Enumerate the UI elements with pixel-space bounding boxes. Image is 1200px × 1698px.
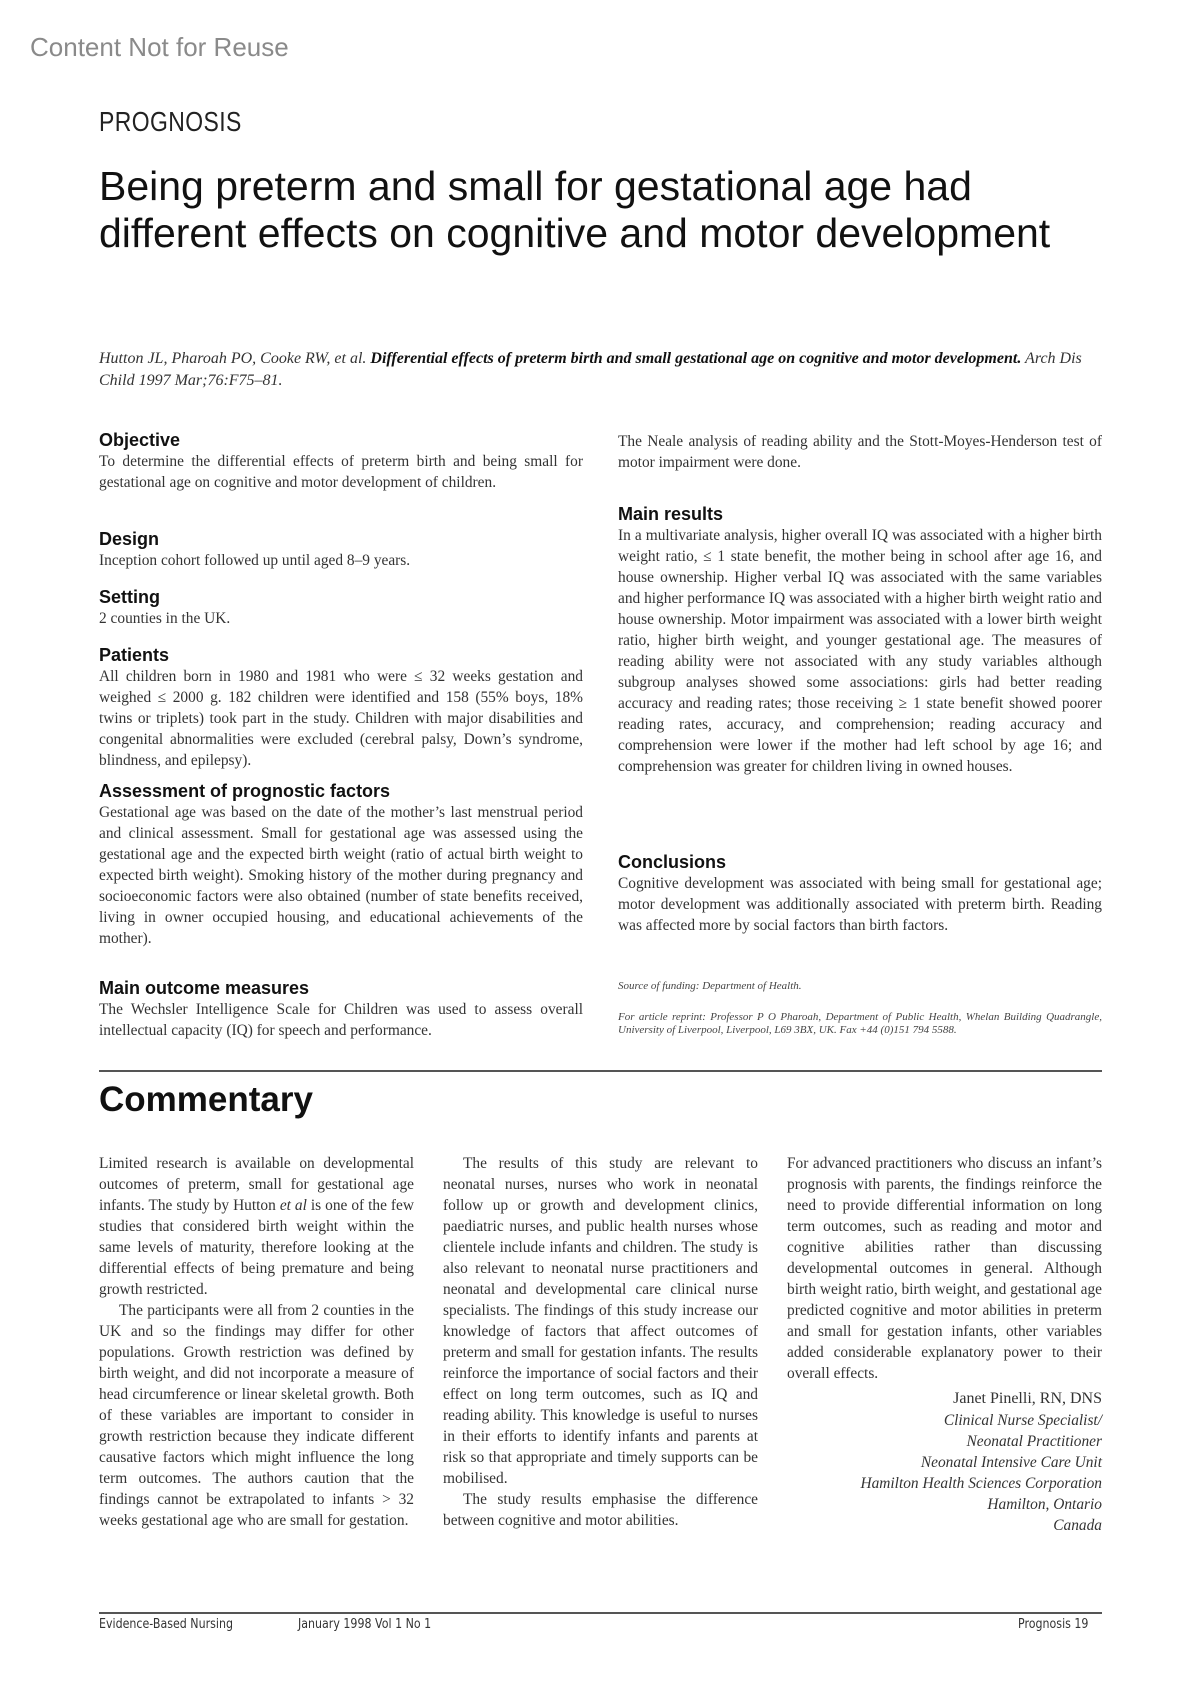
commentary-paragraph (99, 1153, 414, 1300)
outcome-continued (618, 431, 1102, 473)
citation-source: Arch Dis Child 1997 Mar;76:F75–81. (99, 350, 1082, 389)
commentary-column-3 (787, 1153, 1102, 1536)
author-affiliation-line: Neonatal Intensive Care Unit (920, 1454, 1102, 1471)
assessment-text: Gestational age was based on the date of the mother’s last menstrual period and clinical assessment. Small for gestational age was assessed using the gestational age and the expected birth weight (ratio of actual birth weight to expected birth weight). Smoking history of the mother during pregnancy and socioeconomic factors were also obtained (number of state benefits received, living in owner occupied housing, and educational achievements of the mother). (99, 804, 583, 947)
outcome-heading: Main outcome measures (99, 978, 310, 998)
patients-text: All children born in 1980 and 1981 who were ≤ 32 weeks gestation and weighed ≤ 2000 g. 182 children were identified and 158 (55% boys, 18% twins or triplets) took part in the study. Children with major disabilities and congenital abnormalities were excluded (cerebral palsy, Down’s syndrome, blindness, and epilepsy). (99, 668, 583, 769)
conclusions-text: Cognitive development was associated with being small for gestational age; motor development was additionally associated with preterm birth. Reading was affected more by social factors than birth factors. (618, 875, 1102, 934)
commentary-paragraph: The study results emphasise the difference between cognitive and motor abilities. (443, 1491, 758, 1529)
article-title: Being preterm and small for gestational age had different effects on cognitive and motor development (99, 163, 1051, 256)
results-text: In a multivariate analysis, higher overall IQ was associated with a higher birth weight ratio, ≤ 1 state benefit, the mother being in school after age 16, and house ownership. Higher verbal IQ was associated with the same variables and higher performance IQ was associated with a higher birth weight ratio and house ownership. Motor impairment was associated with a lower birth weight ratio, higher birth weight, and younger gestational age. The measures of reading ability were not associated with any study variables although subgroup analyses showed some associations: girls had better reading accuracy and reading rates; those receiving ≥ 1 state benefit showed poorer reading rates, accuracy, and comprehension; reading accuracy and comprehension were lower if the mother had left school by age 16; and comprehension was greater for children living in owned houses. (618, 527, 1102, 775)
setting-text: 2 counties in the UK. (99, 610, 231, 627)
author-affiliation-line: Canada (1053, 1517, 1102, 1534)
objective-section (99, 430, 583, 493)
commentary-heading: Commentary (99, 1080, 313, 1119)
watermark: Content Not for Reuse (30, 32, 289, 62)
setting-heading: Setting (99, 587, 160, 607)
section-label: PROGNOSIS (99, 106, 242, 137)
assessment-section (99, 781, 583, 949)
author-affiliation-line: Hamilton Health Sciences Corporation (860, 1475, 1102, 1492)
author-signature (787, 1388, 1102, 1536)
citation (99, 348, 1099, 392)
text-run: is one of the few studies that considered birth weight within the same levels of maturity, therefore looking at the differential effects of being premature and being growth restricted. (99, 1197, 414, 1298)
footer-page: Prognosis 19 (1018, 1617, 1089, 1632)
author-affiliation-line: Neonatal Practitioner (966, 1433, 1102, 1450)
conclusions-section (618, 852, 1102, 936)
footer-journal: Evidence-Based Nursing (99, 1617, 233, 1632)
text-run: Limited research is available on developmental outcomes of preterm, small for gestational age infants. The study by Hutton (99, 1155, 414, 1214)
reprint-note: For article reprint: Professor P O Pharoah, Department of Public Health, Whelan Building Quadrangle, University of Liverpool, Liverpool, L69 3BX, UK. Fax +44 (0)151 794 5588. (618, 1011, 1102, 1036)
results-heading: Main results (618, 504, 724, 524)
design-text: Inception cohort followed up until aged 8–9 years. (99, 552, 411, 569)
author-affiliation-line: Hamilton, Ontario (987, 1496, 1102, 1513)
commentary-column-1 (99, 1153, 414, 1531)
author-name: Janet Pinelli, RN, DNS (953, 1390, 1102, 1407)
patients-section (99, 645, 583, 771)
footer-issue: January 1998 Vol 1 No 1 (298, 1617, 432, 1632)
conclusions-heading: Conclusions (618, 852, 727, 872)
design-heading: Design (99, 529, 160, 549)
results-section (618, 504, 1102, 777)
commentary-paragraph: The results of this study are relevant to neonatal nurses, nurses who work in neonatal follow up or growth and development clinics, paediatric nurses, and public health nurses whose clientele include infants and children. The study is also relevant to neonatal nurse practitioners and neonatal and developmental care clinical nurse specialists. The findings of this study increase our knowledge of factors that affect outcomes of preterm and small for gestation infants. The results reinforce the importance of social factors and their effect on long term outcomes, such as IQ and reading ability. This knowledge is useful to nurses in their efforts to identify infants and parents at risk so that appropriate and timely supports can be mobilised. (443, 1155, 758, 1487)
assessment-heading: Assessment of prognostic factors (99, 781, 391, 801)
footer-divider (99, 1612, 1102, 1614)
commentary-paragraph: For advanced practitioners who discuss an infant’s prognosis with parents, the findings reinforce the need to provide differential information on long term outcomes, such as reading and motor and cognitive abilities rather than discussing developmental outcomes in general. Although birth weight ratio, birth weight, and gestational age predicted cognitive and motor abilities in preterm and small for gestation infants, other variables added considerable explanatory power to their overall effects. (787, 1155, 1102, 1382)
commentary-divider (99, 1070, 1102, 1072)
author-affiliation-line: Clinical Nurse Specialist/ (943, 1412, 1102, 1429)
text-run-italic: et al (279, 1197, 307, 1214)
objective-text: To determine the differential effects of preterm birth and being small for gestational age on cognitive and motor development of children. (99, 453, 583, 491)
objective-heading: Objective (99, 430, 181, 450)
outcome-section (99, 978, 583, 1041)
citation-article-title: Differential effects of preterm birth and small gestational age on cognitive and motor development. (370, 350, 1022, 367)
outcome-text-continued: The Neale analysis of reading ability and the Stott-Moyes-Henderson test of motor impairment were done. (618, 433, 1102, 471)
citation-authors: Hutton JL, Pharoah PO, Cooke RW, et al. (99, 350, 367, 367)
patients-heading: Patients (99, 645, 170, 665)
design-section (99, 529, 583, 571)
funding-note: Source of funding: Department of Health. (618, 980, 802, 992)
setting-section (99, 587, 583, 629)
commentary-paragraph: The participants were all from 2 counties in the UK and so the findings may differ for other populations. Growth restriction was defined by birth weight, and did not incorporate a measure of head circumference or linear skeletal growth. Both of these variables are important to consider in growth restriction because they indicate different causative factors which might influence the long term outcomes. The authors caution that the findings cannot be extrapolated to infants > 32 weeks gestational age who are small for gestation. (99, 1302, 414, 1529)
commentary-column-2 (443, 1153, 758, 1531)
outcome-text: The Wechsler Intelligence Scale for Children was used to assess overall intellectual capacity (IQ) for speech and performance. (99, 1001, 583, 1039)
